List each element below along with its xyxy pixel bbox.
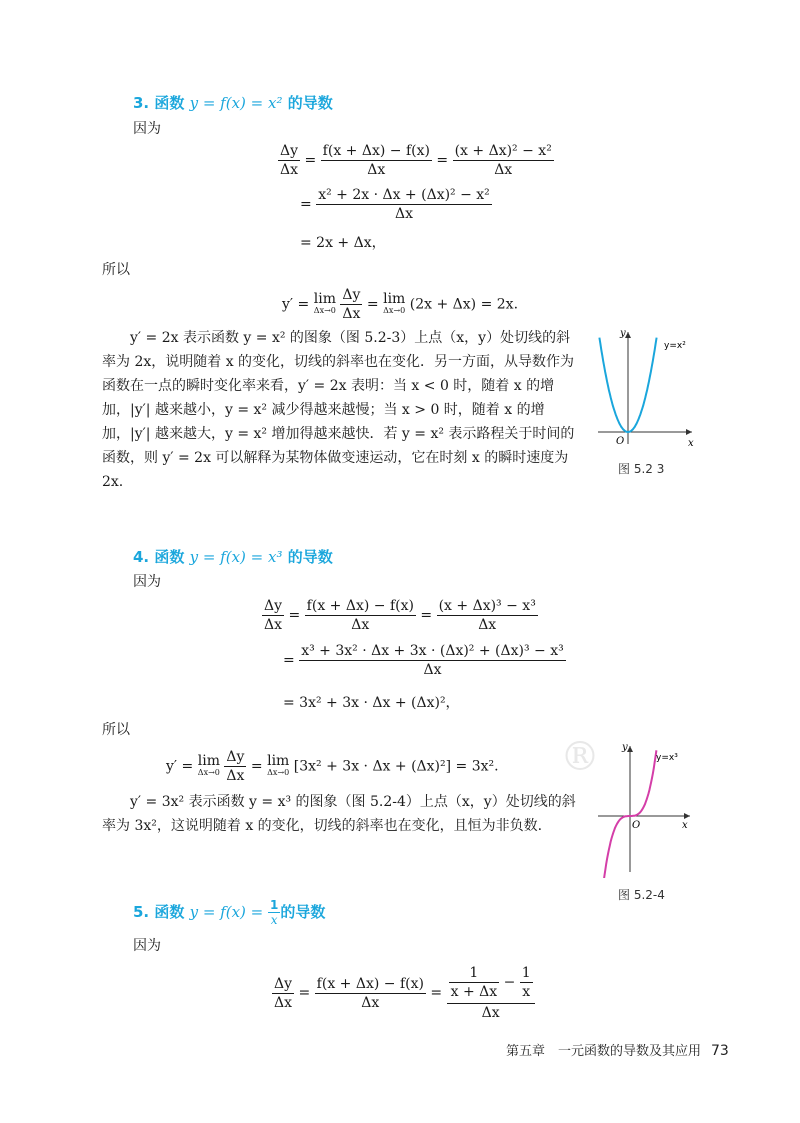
y-axis-label: y xyxy=(620,328,626,339)
numerator: (x + Δx)² − x² xyxy=(454,143,552,159)
derivative-lhs: y′ = xyxy=(282,296,310,313)
limit-subscript: Δx→0 xyxy=(197,767,220,777)
limit: lim Δx→0 xyxy=(267,752,290,777)
denominator: Δx xyxy=(351,617,370,633)
section-4-paragraph: y′ = 3x² 表示函数 y = x³ 的图象（图 5.2-4）上点（x，y）处切线的斜率为 3x²，这说明随着 x 的变化，切线的斜率也在变化，且恒为非负数. xyxy=(102,794,576,834)
numerator: x² + 2x · Δx + (Δx)² − x² xyxy=(318,187,490,203)
numerator: x³ + 3x² · Δx + 3x · (Δx)² + (Δx)³ − x³ xyxy=(301,643,564,659)
numerator: 1 xyxy=(270,898,279,912)
registered-mark: ® xyxy=(560,734,600,780)
x-axis-label: x xyxy=(688,438,694,449)
numerator: f(x + Δx) − f(x) xyxy=(306,598,414,614)
denominator: Δx xyxy=(226,768,245,784)
numerator: Δy xyxy=(264,598,283,614)
heading-fraction xyxy=(268,898,280,927)
inner-fraction xyxy=(520,964,533,1001)
limit: lim Δx→0 xyxy=(197,752,220,777)
heading-suffix: 的导数 xyxy=(280,903,326,921)
limit-subscript: Δx→0 xyxy=(267,767,290,777)
page-number: 73 xyxy=(711,1043,729,1059)
section-4-equation-1: $\frac{\Delta y}{\Delta x}$ = $\frac{f(x + \Delta x) - f(x)}{\Delta x}$ = $\frac{\text{(x + Δx)³ − x³}}{\Delta x}$ xyxy=(264,598,536,633)
limit-subscript: Δx→0 xyxy=(383,305,406,315)
section-3-heading xyxy=(133,92,333,113)
y-axis-arrow xyxy=(627,746,633,752)
fraction xyxy=(299,642,566,679)
derivative-rhs: [3x² + 3x · Δx + (Δx)²] = 3x². xyxy=(293,758,499,775)
fraction xyxy=(321,142,432,179)
inner-fraction xyxy=(449,964,500,1001)
section-3-equation-2: = $\frac{\text{x² + 2x · Δx + (Δx)² − x²}}{\Delta x}$ xyxy=(300,187,490,222)
heading-math: y = f(x) = xyxy=(189,903,268,921)
curve-label: y=x³ xyxy=(656,753,678,763)
x-axis-label: x xyxy=(682,820,688,831)
denominator: x xyxy=(522,984,531,1000)
heading-prefix: 3. 函数 xyxy=(133,94,190,112)
section-4-heading xyxy=(133,546,333,567)
so-label: 所以 xyxy=(102,722,130,738)
denominator: Δx xyxy=(367,162,386,178)
figure-5-2-4 xyxy=(594,738,704,878)
denominator: Δx xyxy=(494,162,513,178)
numerator: Δy xyxy=(280,143,299,159)
denominator: Δx xyxy=(478,617,497,633)
limit: lim Δx→0 xyxy=(313,290,336,315)
because-label: 因为 xyxy=(133,574,161,590)
y-axis-label: y xyxy=(622,742,628,753)
derivative-rhs: (2x + Δx) = 2x. xyxy=(409,296,519,313)
denominator: Δx xyxy=(423,662,442,678)
cubic-graph xyxy=(594,738,704,878)
fraction xyxy=(453,142,554,179)
fraction xyxy=(272,975,294,1012)
heading-suffix: 的导数 xyxy=(282,94,333,112)
denominator: Δx xyxy=(280,162,299,178)
section-4-equation-3: = 3x² + 3x · Δx + (Δx)²， xyxy=(283,695,460,711)
section-3-derivative: y′ = lim Δx→0 $\frac{\Delta y}{\Delta x}$ = lim Δx→0 (2x + Δx) = 2x. xyxy=(282,287,519,322)
heading-math: y = f(x) = x² xyxy=(189,94,283,112)
section-4-derivative: y′ = lim Δx→0 $\frac{\Delta y}{\Delta x}$ = lim Δx→0 [3x² + 3x · Δx + (Δx)²] = 3x². xyxy=(166,749,499,784)
limit-subscript: Δx→0 xyxy=(313,305,336,315)
denominator: Δx xyxy=(264,617,283,633)
minus-sign: − xyxy=(503,974,516,991)
because-label: 因为 xyxy=(133,938,161,954)
x-axis-arrow xyxy=(684,813,690,819)
derivative-lhs: y′ = xyxy=(166,758,194,775)
figure-5-2-3-caption: 图 5.2 3 xyxy=(618,462,665,476)
section-3-equation-3: = 2x + Δx， xyxy=(300,235,386,251)
fraction xyxy=(305,597,416,634)
heading-prefix: 4. 函数 xyxy=(133,548,190,566)
parabola-graph xyxy=(592,322,704,452)
fraction xyxy=(278,142,300,179)
fraction xyxy=(262,597,284,634)
x-axis-arrow xyxy=(686,429,692,435)
page-footer xyxy=(506,1040,729,1059)
chapter-title: 第五章 一元函数的导数及其应用 xyxy=(506,1044,702,1059)
fraction xyxy=(316,186,492,223)
compound-numerator xyxy=(447,964,535,1004)
denominator: Δx xyxy=(394,206,413,222)
denominator: Δx xyxy=(361,994,380,1011)
numerator: 1 xyxy=(449,964,500,983)
origin-label: O xyxy=(632,820,641,831)
fraction xyxy=(340,286,362,323)
figure-5-2-3 xyxy=(592,322,704,452)
heading-suffix: 的导数 xyxy=(282,548,333,566)
curve-label: y=x² xyxy=(664,341,686,351)
figure-5-2-4-caption: 图 5.2-4 xyxy=(618,888,665,902)
heading-math: y = f(x) = x³ xyxy=(189,548,283,566)
section-3-paragraph: y′ = 2x 表示函数 y = x² 的图象（图 5.2-3）上点（x，y）处切线的斜率为 2x，说明随着 x 的变化，切线的斜率也在变化．另一方面，从导数作为函数在一点的瞬时变化率来看，y′ = 2x 表明：当 x < 0 时，随着 x 的增加，|y′| 越来越小，y = x² 减少得越来越慢；当 x > 0 时，随着 x 的增加，|y′| 越来越大，y = x² 增加得越来越快．若 y = x² 表示路程关于时间的函数，则 y′ = 2x 可以解释为某物体做变速运动，它在时刻 x 的瞬时速度为 2x. xyxy=(102,330,575,490)
numerator: f(x + Δx) − f(x) xyxy=(316,975,424,992)
section-3-equation-1: $\frac{\Delta y}{\Delta x}$ = $\frac{f(x + \Delta x) - f(x)}{\Delta x}$ = $\frac{\text{(x + Δx)² − x²}}{\Delta x}$ xyxy=(280,143,552,178)
section-5-equation-1: $\frac{\Delta y}{\Delta x}$ = $\frac{f(x + \Delta x) - f(x)}{\Delta x}$ = $\frac{1}{x + \Delta x}$ − $\frac{1}{x}$ Δx xyxy=(272,964,535,1022)
limit: lim Δx→0 xyxy=(383,290,406,315)
denominator: x xyxy=(270,913,278,927)
compound-fraction xyxy=(447,964,535,1022)
section-5-heading xyxy=(133,898,325,927)
y-axis-arrow xyxy=(625,332,631,338)
denominator: Δx xyxy=(481,1005,500,1021)
denominator: Δx xyxy=(274,994,293,1011)
numerator: Δy xyxy=(342,287,361,303)
fraction xyxy=(315,975,426,1012)
numerator: f(x + Δx) − f(x) xyxy=(322,143,430,159)
numerator: Δy xyxy=(274,975,293,992)
numerator: (x + Δx)³ − x³ xyxy=(438,598,536,614)
denominator: Δx xyxy=(342,306,361,322)
fraction xyxy=(437,597,538,634)
fraction xyxy=(224,748,246,785)
denominator: x + Δx xyxy=(450,984,498,1000)
section-4-equation-2: = $\frac{\text{x³ + 3x² · Δx + 3x · (Δx)² + (Δx)³ − x³}}{\Delta x}$ xyxy=(283,643,564,678)
numerator: 1 xyxy=(521,965,531,981)
because-label: 因为 xyxy=(133,121,161,137)
origin-label: O xyxy=(616,436,625,447)
numerator: Δy xyxy=(226,749,245,765)
so-label: 所以 xyxy=(102,262,130,278)
heading-prefix: 5. 函数 xyxy=(133,903,190,921)
